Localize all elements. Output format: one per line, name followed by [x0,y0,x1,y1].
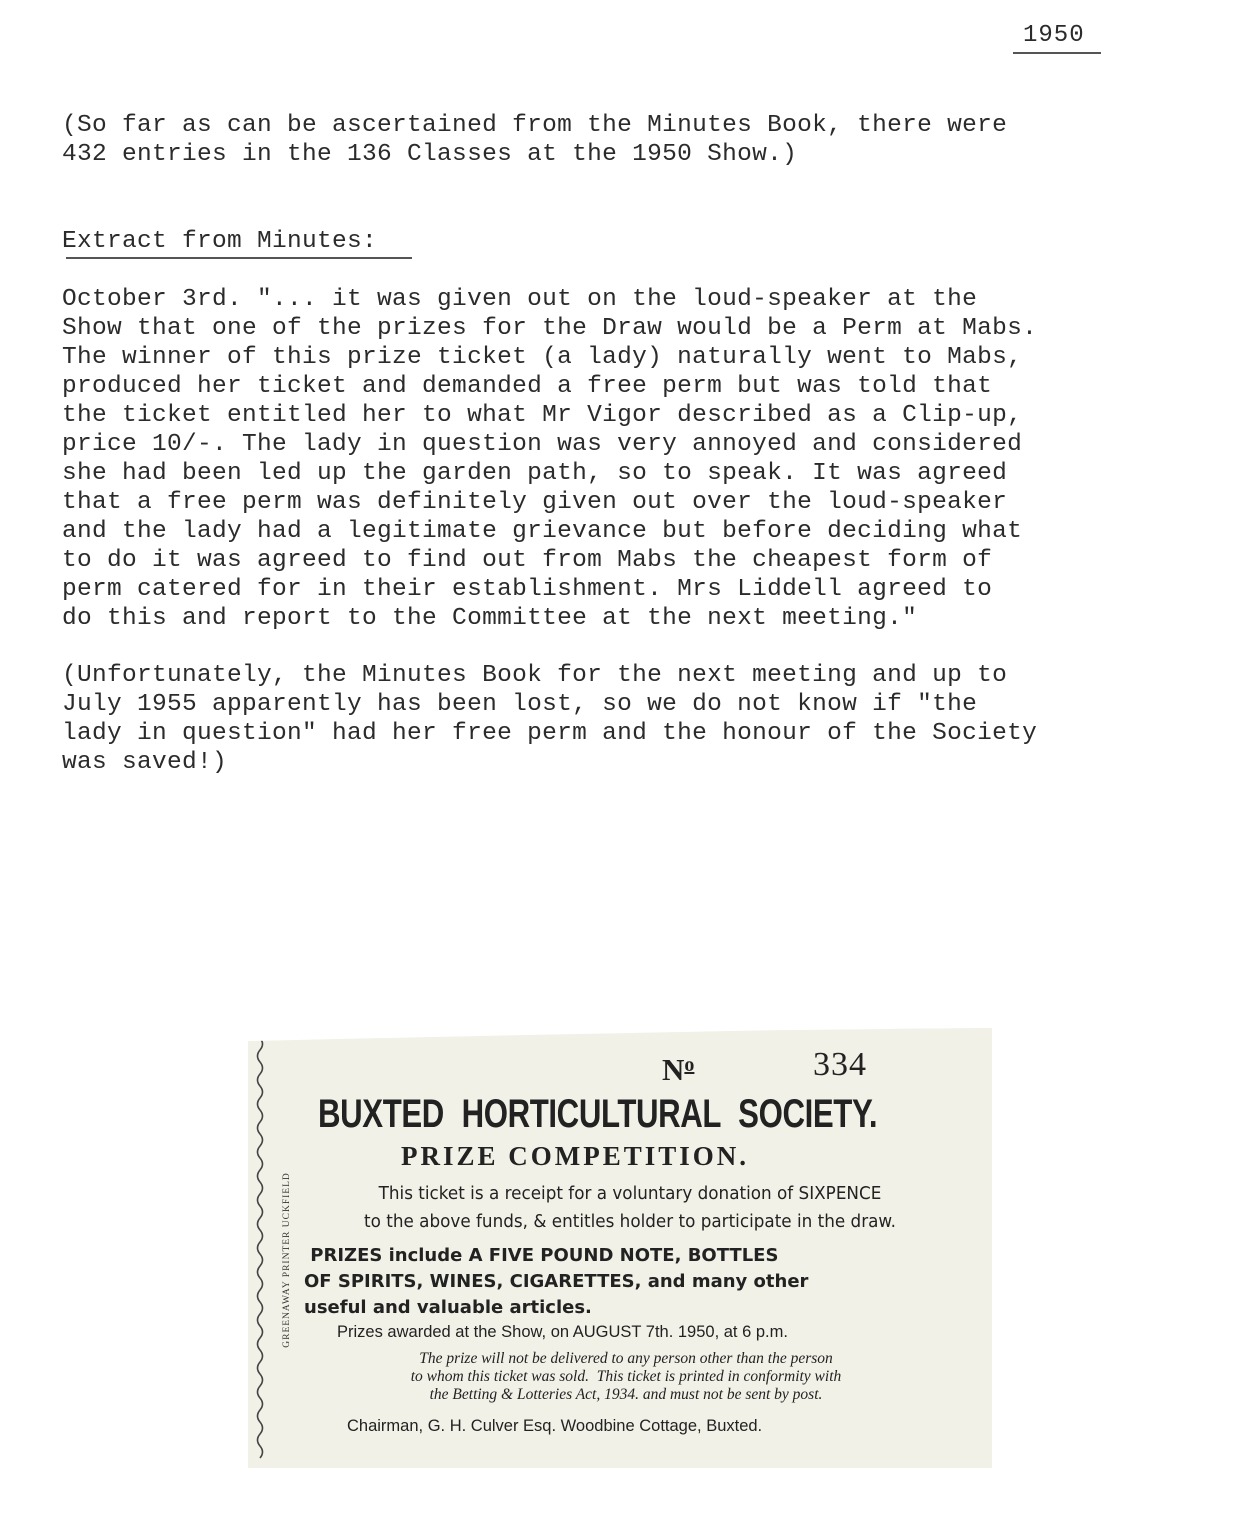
printer-imprint-text: GREENAWAY PRINTER UCKFIELD [282,1172,292,1348]
ticket-prizes-text: PRIZES include A FIVE POUND NOTE, BOTTLES OF SPIRITS, WINES, CIGARETTES, and many other useful and valuable articles. [304,1245,809,1318]
ticket-subtitle: PRIZE COMPETITION. [401,1141,750,1171]
ticket-receipt-text: This ticket is a receipt for a voluntary donation of SIXPENCE to the above funds, & entitles holder to participate in the draw. [364,1184,896,1232]
ticket-number-label: $N^o$ [662,1052,695,1087]
minutes-extract: October 3rd. "... it was given out on the loud-speaker at the Show that one of the prizes for the Draw would be a Perm at Mabs. The winner of this prize ticket (a lady) naturally went to Mabs, produced her ticket and demanded a free perm but was told that the ticket entitled her to what Mr Vigor described as a Clip-up, price 10/-. The lady in question was very annoyed and considered she had been led up the garden path, so to speak. It was agreed that a free perm was definitely given out over the loud-speaker and the lady had a legitimate grievance but before deciding what to do it was agreed to find out from Mabs the cheapest form of perm catered for in their establishment. Mrs Liddell agreed to do this and report to the Committee at the next meeting." [62,286,1038,632]
page-year: 1950 [1023,22,1085,49]
intro-paragraph: (So far as can be ascertained from the Minutes Book, there were 432 entries in the 136 Classes at the 1950 Show.) [62,112,1008,168]
ticket-number: 334 [813,1046,867,1083]
perforated-edge [253,1038,267,1463]
extract-heading: Extract from Minutes: [62,228,378,255]
closing-note: (Unfortunately, the Minutes Book for the next meeting and up to July 1955 apparently has been lost, so we do not know if "the lady in question" had her free perm and the honour of the Society was saved!) [62,662,1038,776]
ticket-awarded-text: Prizes awarded at the Show, on AUGUST 7th. 1950, at 6 p.m. [337,1323,788,1341]
ticket-chairman-text: Chairman, G. H. Culver Esq. Woodbine Cottage, Buxted. [347,1417,763,1435]
printer-imprint [280,1150,296,1370]
ticket-legal-text: The prize will not be delivered to any person other than the person to whom this ticket was sold. This ticket is printed in conformity with the Betting & Lotteries Act, 1934. and must not be sent by post. [410,1350,842,1403]
year-underline [1013,52,1101,54]
ticket-title: BUXTED HORTICULTURAL SOCIETY. [318,1092,878,1136]
extract-heading-underline [66,257,412,259]
